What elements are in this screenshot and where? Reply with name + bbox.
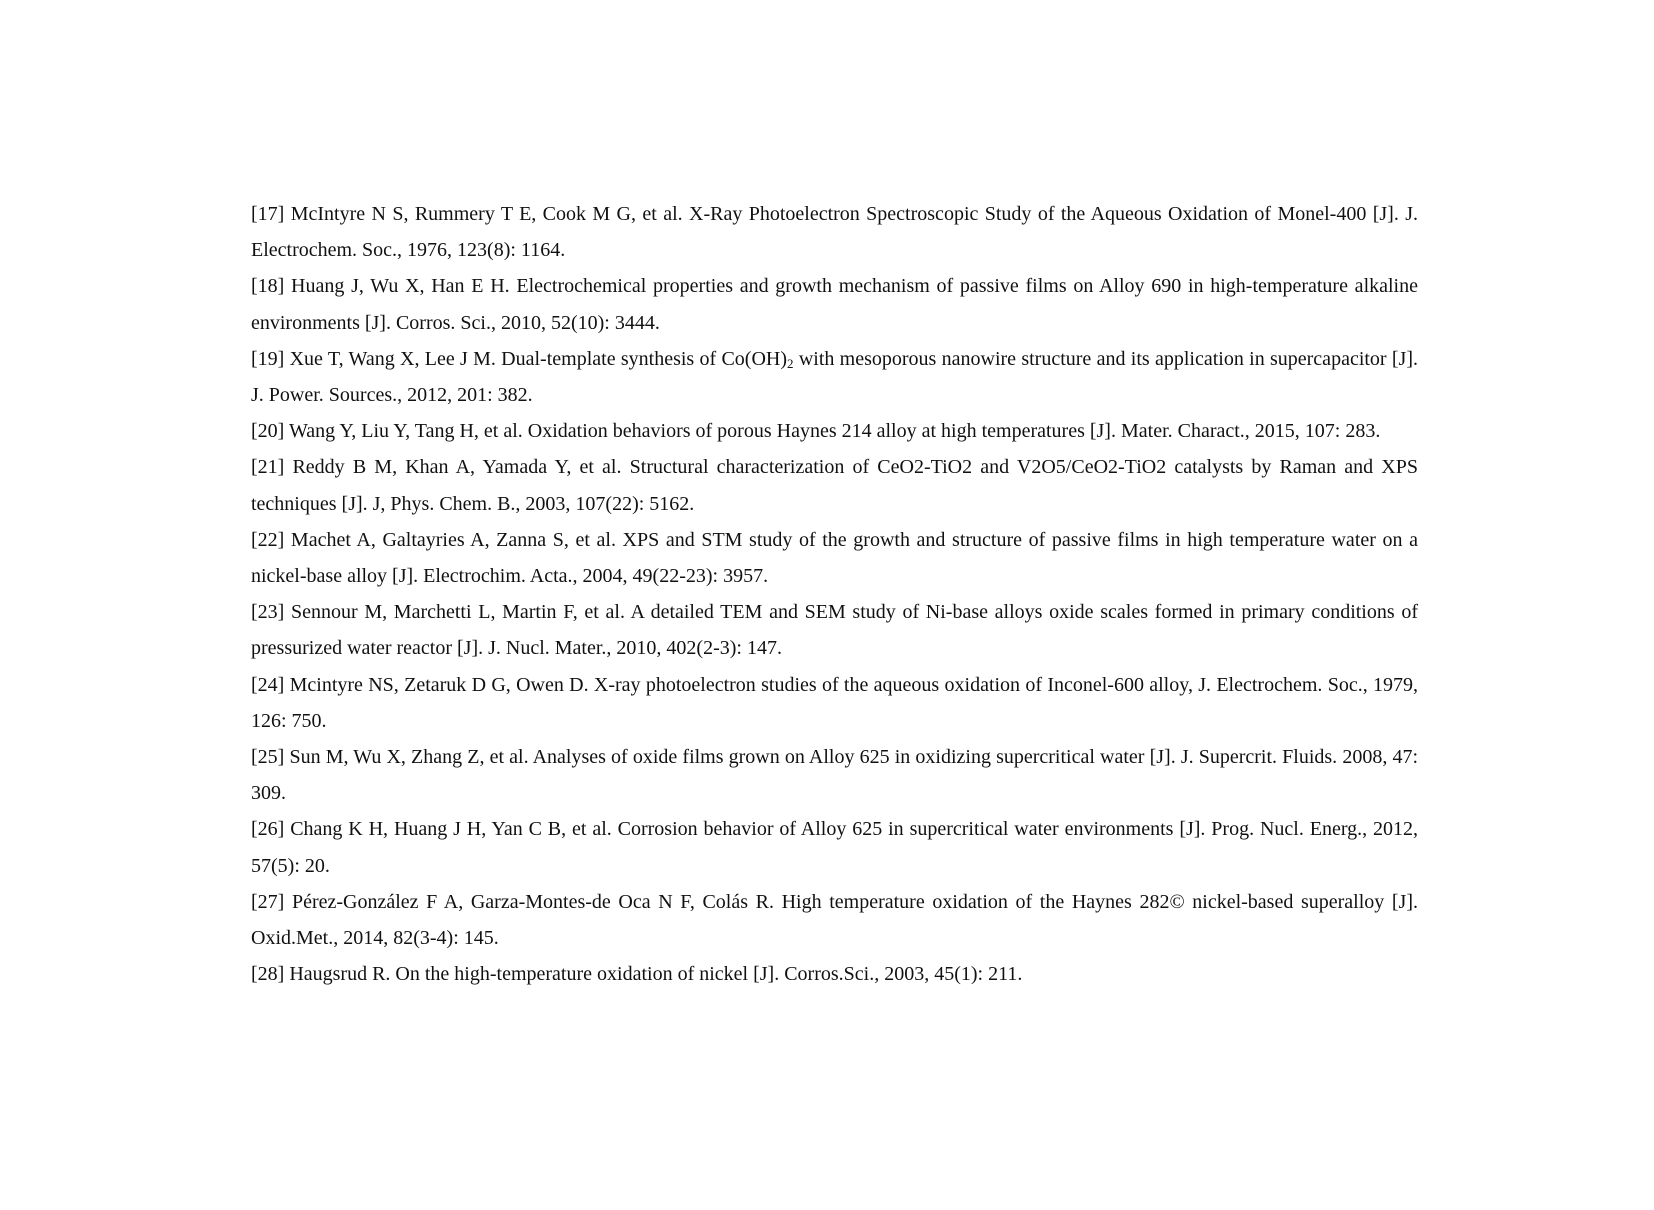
subscript: 2 — [787, 355, 794, 371]
reference-text: [19] Xue T, Wang X, Lee J M. Dual-template synthesis of Co(OH) — [251, 347, 788, 370]
reference-text: [25] Sun M, Wu X, Zhang Z, et al. Analyses of oxide films grown on Alloy 625 in oxidizing supercritical water [J]. J. Supercrit. Fluids. 2008, 47: 309. — [251, 746, 1418, 805]
reference-26 — [251, 811, 1418, 883]
reference-text: [23] Sennour M, Marchetti L, Martin F, et al. A detailed TEM and SEM study of Ni-base alloys oxide scales formed in primary conditions of pressurized water reactor [J]. J. Nucl. Mater., 2010, 402(2-3): 147. — [251, 601, 1418, 660]
reference-24 — [251, 667, 1418, 739]
reference-19 — [251, 341, 1418, 413]
reference-20 — [251, 413, 1418, 449]
reference-text: [24] Mcintyre NS, Zetaruk D G, Owen D. X-ray photoelectron studies of the aqueous oxidation of Inconel-600 alloy, J. Electrochem. Soc., 1979, 126: 750. — [251, 673, 1418, 732]
reference-22 — [251, 522, 1418, 594]
reference-text: [18] Huang J, Wu X, Han E H. Electrochemical properties and growth mechanism of passive films on Alloy 690 in high-temperature alkaline environments [J]. Corros. Sci., 2010, 52(10): 3444. — [251, 275, 1418, 334]
reference-18 — [251, 268, 1418, 340]
reference-25 — [251, 739, 1418, 811]
reference-text: [20] Wang Y, Liu Y, Tang H, et al. Oxidation behaviors of porous Haynes 214 alloy at high temperatures [J]. Mater. Charact., 2015, 107: 283. — [251, 420, 1381, 443]
reference-text: [17] McIntyre N S, Rummery T E, Cook M G, et al. X‐Ray Photoelectron Spectroscopic Study of the Aqueous Oxidation of Monel-400 [J]. J. Electrochem. Soc., 1976, 123(8): 1164. — [251, 203, 1418, 262]
reference-28 — [251, 956, 1418, 992]
reference-21 — [251, 449, 1418, 521]
reference-text: [22] Machet A, Galtayries A, Zanna S, et al. XPS and STM study of the growth and structure of passive films in high temperature water on a nickel-base alloy [J]. Electrochim. Acta., 2004, 49(22-23): 3957. — [251, 528, 1418, 588]
reference-23 — [251, 594, 1418, 666]
reference-list — [251, 196, 1418, 992]
reference-text: with mesoporous nanowire structure and its application in supercapacitor [J]. J. Power. Sources., 2012, 201: 382. — [251, 347, 1418, 407]
reference-text: [21] Reddy B M, Khan A, Yamada Y, et al. Structural characterization of CeO2-TiO2 and V2O5/CeO2-TiO2 catalysts by Raman and XPS techniques [J]. J, Phys. Chem. B., 2003, 107(22): 5162. — [251, 456, 1418, 515]
reference-text: [27] Pérez-González F A, Garza-Montes-de Oca N F, Colás R. High temperature oxidation of the Haynes 282© nickel-based superalloy [J]. Oxid.Met., 2014, 82(3-4): 145. — [251, 890, 1418, 950]
reference-text: [28] Haugsrud R. On the high-temperature oxidation of nickel [J]. Corros.Sci., 2003, 45(1): 211. — [251, 963, 1023, 986]
reference-17 — [251, 196, 1418, 268]
reference-27 — [251, 884, 1418, 956]
reference-text: [26] Chang K H, Huang J H, Yan C B, et al. Corrosion behavior of Alloy 625 in supercritical water environments [J]. Prog. Nucl. Energ., 2012, 57(5): 20. — [251, 818, 1418, 877]
